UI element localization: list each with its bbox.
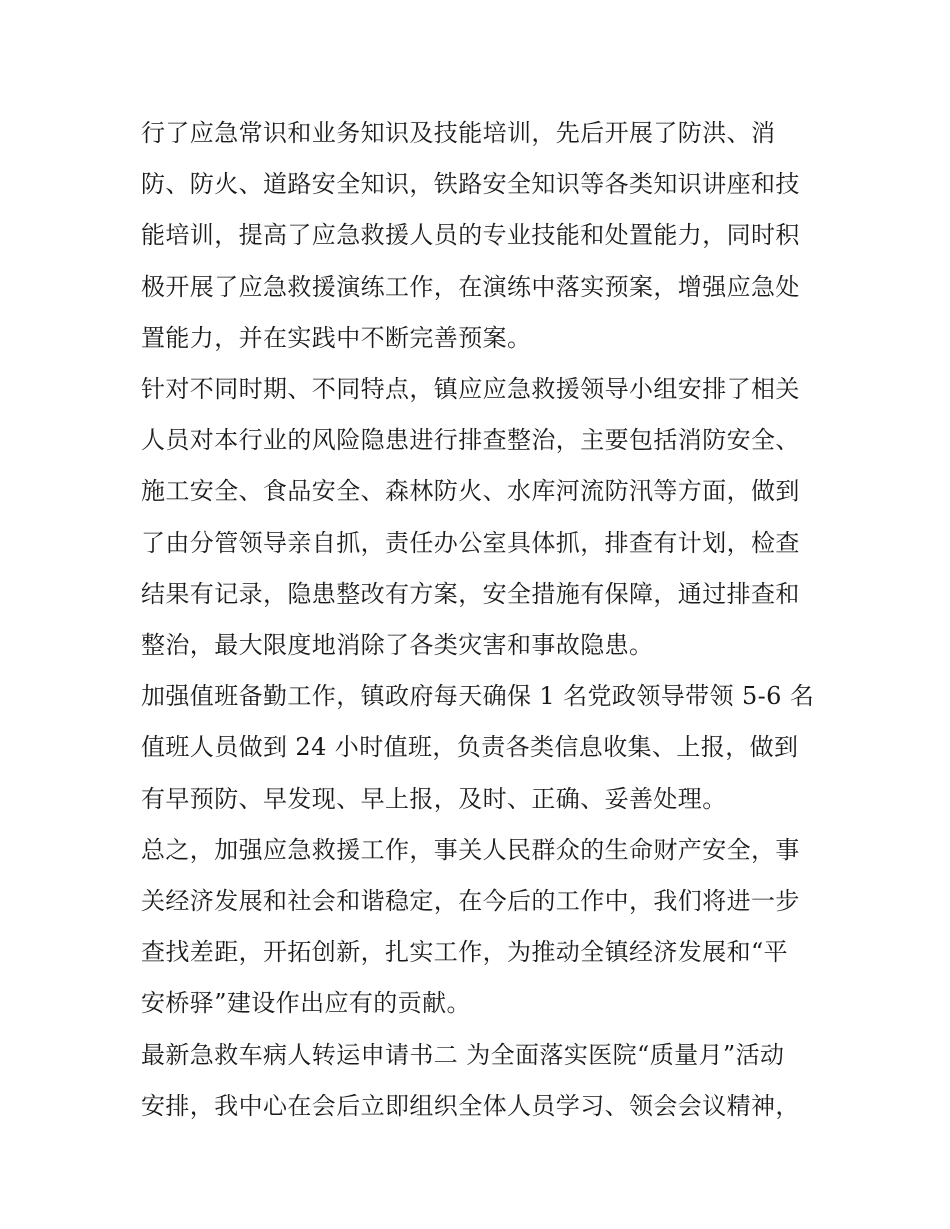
- text-line: 施工安全、食品安全、森林防火、水库河流防汛等方面，做到: [141, 477, 800, 506]
- text-line: 针对不同时期、不同特点，镇应应急救援领导小组安排了相关: [141, 375, 800, 404]
- paragraph-risk-inspection: [141, 364, 811, 671]
- document-body: [141, 108, 815, 1132]
- text-line: 置能力，并在实践中不断完善预案。: [141, 323, 532, 352]
- text-line: 行了应急常识和业务知识及技能培训，先后开展了防洪、消: [141, 119, 776, 147]
- text-line: 极开展了应急救援演练工作，在演练中落实预案，增强应急处: [141, 272, 800, 301]
- text-line: 关经济发展和社会和谐稳定，在今后的工作中，我们将进一步: [141, 887, 800, 916]
- text-line: 人员对本行业的风险隐患进行排查整治，主要包括消防安全、: [141, 426, 800, 455]
- text-line: 安桥驿”建设作出应有的贡献。: [141, 989, 471, 1018]
- text-line: 安排，我中心在会后立即组织全体人员学习、领会会议精神，: [141, 1091, 800, 1120]
- paragraph-emergency-training: [141, 108, 811, 364]
- text-line: 了由分管领导亲自抓，责任办公室具体抓，排查有计划，检查: [141, 528, 800, 557]
- text-line: 值班人员做到 24 小时值班，负责各类信息收集、上报，做到: [141, 733, 799, 762]
- paragraph-conclusion: [141, 825, 811, 1030]
- text-line: 总之，加强应急救援工作，事关人民群众的生命财产安全，事: [141, 835, 800, 864]
- text-line: 有早预防、早发现、早上报，及时、正确、妥善处理。: [141, 784, 727, 813]
- text-line: 防、防火、道路安全知识，铁路安全知识等各类知识讲座和技: [141, 170, 800, 199]
- text-line: 加强值班备勤工作，镇政府每天确保 1 名党政领导带领 5-6 名: [141, 682, 815, 711]
- paragraph-duty-shift: [141, 671, 815, 825]
- paragraph-application-two: [141, 1030, 811, 1132]
- text-line: 能培训，提高了应急救援人员的专业技能和处置能力，同时积: [141, 221, 800, 250]
- text-line: 最新急救车病人转运申请书二 为全面落实医院“质量月”活动: [141, 1040, 785, 1069]
- text-line: 查找差距，开拓创新，扎实工作，为推动全镇经济发展和“平: [141, 938, 789, 967]
- text-line: 结果有记录，隐患整改有方案，安全措施有保障，通过排查和: [141, 579, 800, 608]
- text-line: 整治，最大限度地消除了各类灾害和事故隐患。: [141, 631, 654, 660]
